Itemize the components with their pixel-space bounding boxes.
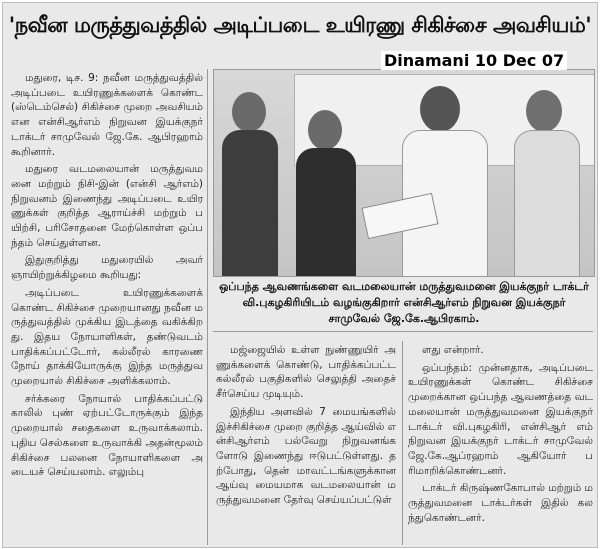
source-date-tag: Dinamani 10 Dec 07: [381, 51, 567, 70]
news-photo: [213, 69, 595, 277]
column-divider: [402, 341, 403, 545]
paragraph: அடிப்படை உயிரணுக்களைக் கொண்ட சிகிச்சை முறையானது நவீன மருத்துவத்தில் முக்கிய இடத்தை வகிக்கிறது. இதய நோயாளிகள், தண்டுவடம் பாதிக்கப்பட்டோர், கல்லீரல் காரணை நோய் தாக்கியோருக்கு இந்த மருத்துவ முறையால் சிகிச்சை அளிக்கலாம்.: [11, 286, 203, 388]
article-column-2: [216, 343, 396, 547]
newspaper-clipping: [2, 2, 598, 548]
paragraph: மதுரை, டிச. 9: நவீன மருத்துவத்தில் அடிப்படை உயிரணுக்களைக் கொண்ட (ஸ்டெம்செல்) சிகிச்சை முறை அவசியம் என என்சிஆர்எம் நிறுவன இயக்குநர் டாக்டர் சாமுவேல் ஜே.கே. ஆபிரஹாம் கூறினார்.: [11, 72, 203, 158]
paragraph: இந்திய அளவில் 7 மையங்களில் இச்சிகிச்சை முறை குறித்த ஆய்வில் என்சிஆர்எம் பல்வேறு நிறுவனங்களோடு இணைந்து ஈடுபட்டுள்ளது. தற்போது, தென் மாவட்டங்களுக்கான ஆய்வு மையமாக வடமலையான் மருத்துவமனை தேர்வு செய்யப்பட்டுள்: [216, 405, 396, 507]
article-column-3: [408, 343, 593, 547]
paragraph: மஜ்ஜையில் உள்ள நுண்ணுயிர் அணுக்களைக் கொண்டு, பாதிக்கப்பட்ட கல்லீரல் பகுதிகளில் செலுத்தி அதைச் சீர்செய்ய முடியும்.: [216, 344, 396, 401]
paragraph: மதுரை வடமலையான் மருத்துவமனை மற்றும் நிசி-இன் (என்சி ஆர்எம்) நிறுவனம் இணைந்து அடிப்படை உயிரணுக்கள் குறித்த ஆராய்ச்சி மற்றும் பயிற்சி, பரிசோதனை மேற்கொள்ள ஒப்பந்தம் செய்துள்ளன.: [11, 163, 203, 249]
paragraph: டாக்டர் கிருஷ்ணகோபால் மற்றும் மருத்துவமனை டாக்டர்கள் இதில் கலந்துகொண்டனர்.: [408, 482, 593, 524]
paragraph: சர்க்கரை நோயால் பாதிக்கப்பட்டு காலில் புண் ஏற்பட்டோருக்கும் இந்த முறையால் சதைகளை உருவாக்கலாம். புதிய செல்களை உருவாக்கி அதன்மூலம் சிகிச்சை பலனை நோயாளிகளை அடையச் செய்யலாம். எலும்பு: [11, 392, 203, 479]
headline: 'நவீன மருத்துவத்தில் அடிப்படை உயிரணு சிகிச்சை அவசியம்': [8, 13, 592, 37]
paragraph: ஒப்பந்தம்: முன்னதாக, அடிப்படை உயிரணுக்கள் கொண்ட சிகிச்சை முறைக்கான ஒப்பந்த ஆவணத்தை வடமலையான் மருத்துவமனை இயக்குநர் டாக்டர் வி.புகழகிரி, என்சிஆர் எம் நிறுவன இயக்குநர் டாக்டர் சாமுவேல் ஜே.கே.ஆப்ரஹாம் ஆகியோர் பரிமாறிக்கொண்டனர்.: [408, 361, 593, 477]
photo-caption: ஒப்பந்த ஆவணங்களை வடமலையான் மருத்துவமனை இயக்குநர் டாக்டர் வி.புகழகிரியிடம் வழங்குகிறார் என்சிஆர்எம் நிறுவன இயக்குநர் சாமுவேல் ஜே.கே.ஆபிரகாம்.: [219, 280, 589, 325]
caption-divider: [213, 331, 593, 332]
paragraph: ளது என்றார்.: [422, 344, 484, 356]
article-column-1: [11, 71, 203, 547]
paragraph: இதுகுறித்து மதுரையில் அவர் ஞாயிற்றுக்கிழமை கூறியது:: [11, 254, 203, 282]
column-divider: [207, 69, 208, 545]
